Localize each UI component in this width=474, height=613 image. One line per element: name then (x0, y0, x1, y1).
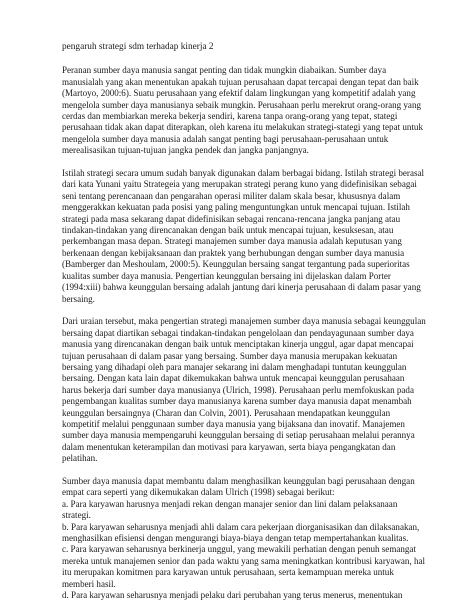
text-line: memberi hasil. (62, 578, 116, 589)
text-line: merealisasikan tujuan-tujuan jangka pendek dan jangka panjangnya. (62, 145, 309, 156)
text-line: kualitas sumber daya manusia. Pengertian keunggulan bersaing ini dijelaskan dalam Porter (62, 270, 391, 281)
text-line: dari kata Yunani yaitu Strategeia yang merupakan strategi perang kuno yang didefinisikan sebagai (62, 179, 417, 190)
text-line: Peranan sumber daya manusia sangat penting dan tidak mungkin diabaikan. Sumber daya (62, 65, 387, 76)
text-line: Dari uraian tersebut, maka pengertian strategi manajemen sumber daya manusia sebagai keunggulan (62, 316, 426, 327)
text-line: manusia yang direncanakan dengan baik untuk menciptakan kinerja unggul, agar dapat mencapai (62, 339, 414, 350)
document-body (62, 65, 444, 601)
text-line: (Bamberger dan Meshoulam, 2000:5). Keunggulan bersaing sangat tergantung pada superioritas (62, 259, 410, 270)
text-line: berkenaan dengan kebijaksanaan dan praktek yang berhubungan dengan sumber daya manusia (62, 247, 405, 258)
text-line: strategi pada masa sekarang dapat didefinisikan sebagai rencana-rencana jangka panjang atau (62, 213, 401, 224)
text-line: harus bekerja dari sumber daya manusianya (Ulrich, 1998). Perusahaan perlu memfokuskan pada (62, 384, 414, 395)
text-line: cerdas dan membiarkan mereka bekerja sendiri, karena tanpa orang-orang yang tepat, stategi (62, 111, 398, 122)
text-line: (1994:xiii) bahwa keunggulan bersaing adalah jantung dari kinerja perusahaan di dalam pasar yang (62, 282, 421, 293)
text-line: c. Para karyawan seharusnya berkinerja unggul, yang mewakili perhatian dengan penuh semangat (62, 544, 416, 555)
text-line: pelatihan. (62, 453, 98, 464)
text-line: a. Para karyawan harusnya menjadi rekan dengan manajer senior dan lini dalam pelaksanaan (62, 498, 398, 509)
text-line: mengelola sumber daya manusia adalah sangat penting bagi perusahaan-perusahaan untuk (62, 133, 389, 144)
text-line: menggerakkan kekuatan pada posisi yang paling menguntungkan untuk mencapai tujuan. Istilah (62, 202, 410, 213)
text-line: menghasilkan efisiensi dengan mengurangi biaya-biaya dengan tetap mempertahankan kualitas. (62, 533, 409, 544)
text-line: seni tentang perencanaan dan pengarahan operasi militer dalam skala besar, khususnya dalam (62, 190, 401, 201)
paragraph (62, 65, 444, 156)
text-line: keunggulan bersaingnya (Charan dan Colvin, 2001). Perusahaan mendapatkan keunggulan (62, 407, 391, 418)
text-line: tindakan-tindakan yang direncanakan dengan baik untuk mencapai tujuan, kesuksesan, atau (62, 225, 394, 236)
paragraph (62, 168, 444, 305)
paragraph (62, 316, 444, 464)
text-line: itu merupakan komitmen para karyawan untuk perusahaan, serta kemampuan mereka untuk (62, 567, 394, 578)
text-line: bersaing. (62, 293, 95, 304)
text-line: perkembangan masa depan. Strategi manajemen sumber daya manusia adalah keputusan yang (62, 236, 402, 247)
text-line: empat cara seperti yang dikemukakan dalam Ulrich (1998) sebagai berikut: (62, 487, 335, 498)
document-title: pengaruh strategi sdm terhadap kinerja 2 (62, 42, 214, 52)
text-line: perusahaan tidak akan dapat diterapkan, oleh karena itu melakukan strategi-stategi yang tepat untuk (62, 122, 423, 133)
text-line: b. Para karyawan seharusnya menjadi ahli dalam cara pekerjaan diorganisasikan dan dilaksanakan, (62, 521, 420, 532)
text-line: (Martoyo, 2000:6). Suatu perusahaan yang efektif dalam lingkungan yang kompetitif adalah yang (62, 88, 416, 99)
text-line: manusialah yang akan menentukan apakah tujuan perusahaan dapat tercapai dengan tepat dan baik (62, 76, 419, 87)
text-line: bersaing yang dihadapi oleh para manajer sekarang ini dalam menghadapi tuntutan keunggulan (62, 361, 407, 372)
text-line: strategi. (62, 510, 91, 521)
text-line: bersaing. Dengan kata lain dapat dikemukakan bahwa untuk mencapai keunggulan perusahaan (62, 373, 405, 384)
text-line: d. Para karyawan seharusnya menjadi pelaku dari perubahan yang terus menerus, menentukan (62, 590, 403, 601)
text-line: mengelola sumber daya manusianya sebaik mungkin. Perusahaan perlu merekrut orang-orang yang (62, 99, 421, 110)
text-line: tujuan perusahaan di dalam pasar yang bersaing. Sumber daya manusia merupakan kekuatan (62, 350, 398, 361)
paragraph (62, 476, 444, 601)
text-line: mereka untuk manajemen senior dan pada waktu yang sama meningkatkan kontribusi karyawan, hal (62, 555, 426, 566)
text-line: bersaing dapat diartikan sebagai tindakan-tindakan pengelolaan dan pendayagunaan sumber daya (62, 327, 414, 338)
text-line: pengembangan kualitas sumber daya manusianya karena sumber daya manusia dapat menambah (62, 396, 412, 407)
text-line: kompetitif melalui penggunaan sumber daya manusia yang bijaksana dan inovatif. Manajemen (62, 418, 405, 429)
text-line: dalam menentukan keterampilan dan motivasi para karyawan, serta biaya pengangkatan dan (62, 441, 396, 452)
text-line: Sumber daya manusia dapat membantu dalam menghasilkan keunggulan bagi perusahaan dengan (62, 475, 415, 486)
text-line: sumber daya manusia mempengaruhi keunggulan bersaing di setiap perusahaan melalui perannya (62, 430, 415, 441)
text-line: Istilah strategi secara umum sudah banyak digunakan dalam berbagai bidang. Istilah strategi berasal (62, 168, 425, 179)
